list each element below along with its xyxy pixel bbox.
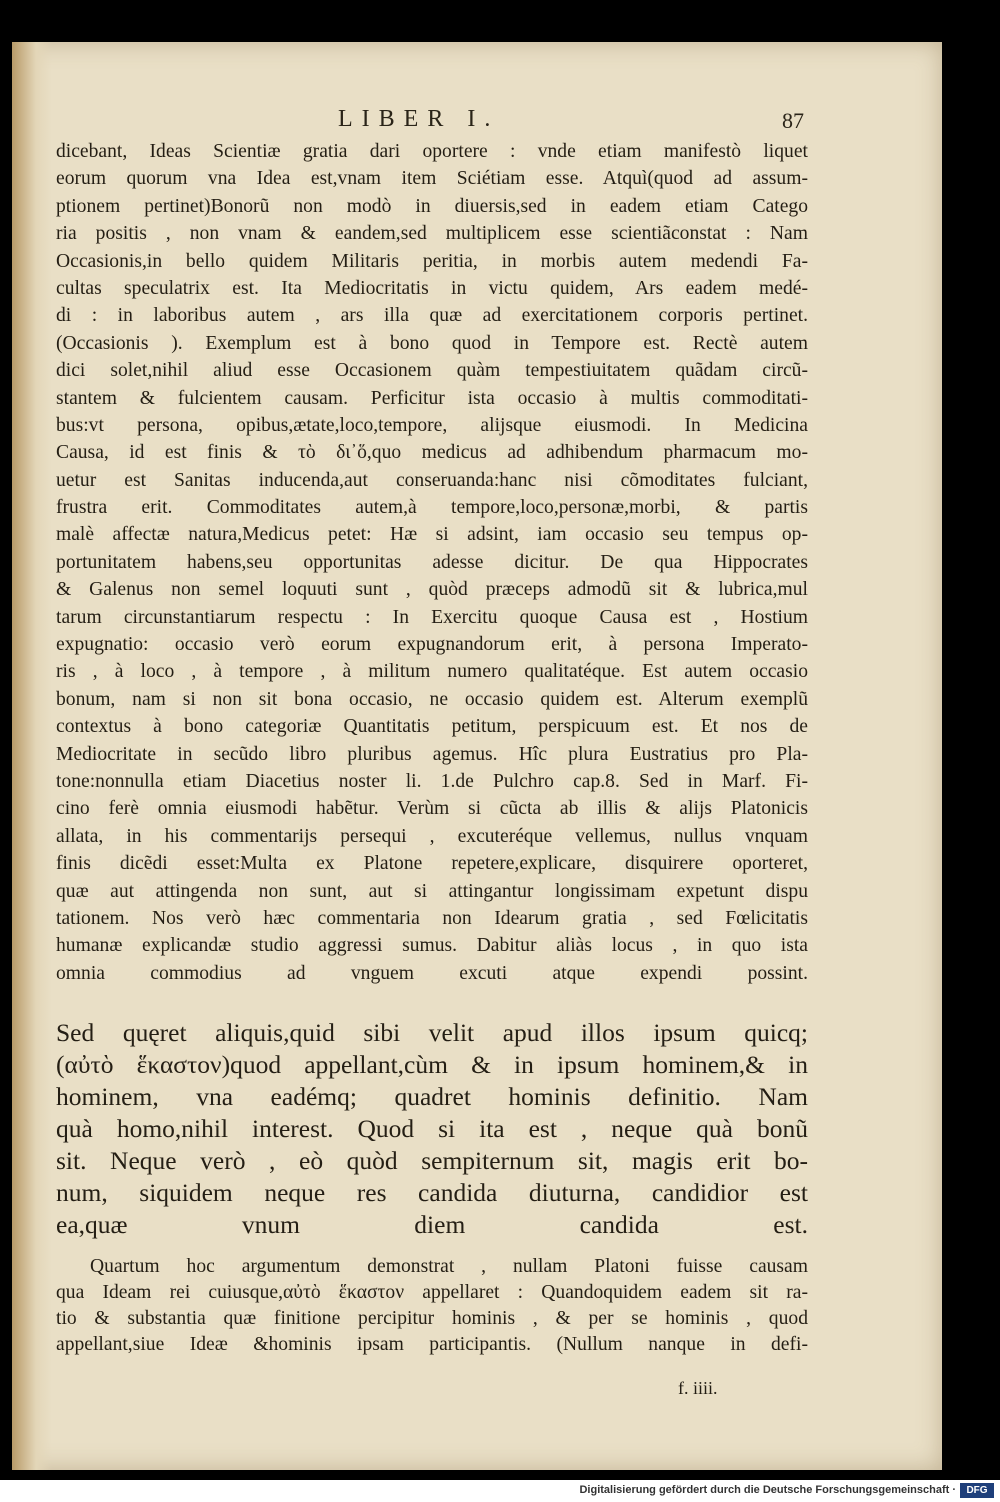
text-line: quà homo,nihil interest. Quod si ita est , neque quà bonũ	[56, 1114, 808, 1143]
text-line: di : in laboribus autem , ars illa quæ ad exercitationem corporis pertinet.	[56, 305, 808, 327]
signature-catchword: f. iiii.	[678, 1378, 718, 1398]
text-line: ris , à loco , à tempore , à militum numero qualitatéque. Est autem occasio	[56, 661, 808, 683]
text-line: allata, in his commentarijs persequi , excuteréque vellemus, nullus vnquam	[56, 825, 808, 847]
text-line: & Galenus non semel loquuti sunt , quòd præceps admodũ sit & lubrica,mul	[56, 579, 808, 601]
commentary-paragraph-2	[56, 1254, 808, 1358]
text-line: tio & substantia quæ finitione percipitur hominis , & per se hominis , quod	[56, 1308, 808, 1329]
text-line: cultas speculatrix est. Ita Mediocritatis in victu quidem, Ars eadem medé-	[56, 277, 808, 299]
text-line: bonum, nam si non sit bona occasio, ne occasio quidem est. Alterum exemplũ	[56, 688, 808, 710]
page-header	[12, 106, 942, 140]
text-line: dicebant, Ideas Scientiæ gratia dari oportere : vnde etiam manifestò liquet	[56, 141, 808, 162]
text-line: tone:nonnulla etiam Diacetius noster li. 1.de Pulchro cap.8. Sed in Marf. Fi-	[56, 770, 808, 792]
text-line: sit. Neque verò , eò quòd sempiternum sit, magis erit bo-	[56, 1146, 808, 1175]
text-line: bus:vt persona, opibus,ætate,loco,tempore, alijsque eiusmodi. In Medicina	[56, 414, 808, 436]
text-line: malè affectæ natura,Medicus petet: Hæ si adsint, iam occasio seu tempus op-	[56, 524, 808, 546]
commentary-paragraph-1	[56, 138, 808, 987]
aristotle-text-paragraph	[56, 1017, 808, 1241]
text-line: appellant,siue Ideæ &hominis ipsam participantis. (Nullum nanque in defi-	[56, 1334, 808, 1355]
text-line: portunitatem habens,seu opportunitas adesse dicitur. De qua Hippocrates	[56, 551, 808, 573]
running-title: LIBER I.	[338, 106, 500, 132]
text-line: num, siquidem neque res candida diuturna, candidior est	[56, 1178, 808, 1207]
footer-credit: Digitalisierung gefördert durch die Deutsche Forschungsgemeinschaft ·	[579, 1484, 956, 1496]
text-line: ria positis , non vnam & eandem,sed multiplicem esse scientiãconstat : Nam	[56, 223, 808, 245]
text-line: humanæ explicandæ studio aggressi sumus. Dabitur aliàs locus , in quo ista	[56, 935, 808, 957]
text-line: tationem. Nos verò hæc commentaria non Idearum gratia , sed Fœlicitatis	[56, 907, 808, 929]
text-line: qua Ideam rei cuiusque,αὐτὸ ἕκαστον appellaret : Quandoquidem eadem sit ra-	[56, 1282, 808, 1303]
text-line: (αὐτὸ ἕκαστον)quod appellant,cùm & in ipsum hominem,& in	[56, 1050, 808, 1079]
text-line: quæ aut attingenda non sunt, aut si attingantur longissimam expetunt dispu	[56, 880, 808, 902]
text-line: hominem, vna eadémq; quadret hominis definitio. Nam	[56, 1082, 808, 1111]
page-number: 87	[782, 108, 804, 133]
text-line: Sed quęret aliquis,quid sibi velit apud illos ipsum quicq;	[56, 1018, 808, 1047]
text-line: expugnatio: occasio verò eorum expugnandorum erit, à persona Imperato-	[56, 634, 808, 656]
text-line: eorum quorum vna Idea est,vnam item Sciétiam esse. Atquì(quod ad assum-	[56, 168, 808, 190]
text-line: stantem & fulcientem causam. Perficitur ista occasio à multis commoditati-	[56, 387, 808, 409]
text-line: uetur est Sanitas inducenda,aut conseruanda:hanc nisi cõmoditates fulciant,	[56, 469, 808, 491]
text-line: tarum circunstantiarum respectu : In Exercitu quoque Causa est , Hostium	[56, 606, 808, 628]
text-line: frustra erit. Commoditates autem,à tempore,loco,personæ,morbi, & partis	[56, 497, 808, 519]
dfg-logo-icon: DFG	[960, 1483, 994, 1498]
text-line: ptionem pertinet)Bonorũ non modò in diuersis,sed in eadem etiam Catego	[56, 195, 808, 217]
text-line: (Occasionis ). Exemplum est à bono quod in Tempore est. Rectè autem	[56, 332, 808, 354]
text-line: Quartum hoc argumentum demonstrat , nullam Platoni fuisse causam	[90, 1256, 808, 1277]
text-line: Occasionis,in bello quidem Militaris peritia, in morbis autem medendi Fa-	[56, 250, 808, 272]
text-line: Causa, id est finis & τὸ δι᾽ὅ,quo medicus ad adhibendum pharmacum mo-	[56, 442, 808, 464]
page-gutter	[12, 42, 52, 1470]
digitization-footer	[0, 1480, 1000, 1502]
text-line: dici solet,nihil aliud esse Occasionem quàm tempestiuitatem quãdam circũ-	[56, 360, 808, 382]
text-line: contextus à bono categoriæ Quantitatis petitum, perspicuum est. Et nos de	[56, 716, 808, 738]
text-line: Mediocritate in secũdo libro pluribus agemus. Hîc plura Eustratius pro Pla-	[56, 743, 808, 765]
text-line: cino ferè omnia eiusmodi habẽtur. Verùm si cũcta ab illis & alijs Platonicis	[56, 798, 808, 820]
text-line: finis dicẽdi esset:Multa ex Platone repetere,explicare, disquirere oporteret,	[56, 853, 808, 875]
text-line: omnia commodius ad vnguem excuti atque expendi possint.	[56, 962, 808, 984]
book-page	[12, 42, 942, 1470]
text-line: ea,quæ vnum diem candida est.	[56, 1210, 808, 1239]
